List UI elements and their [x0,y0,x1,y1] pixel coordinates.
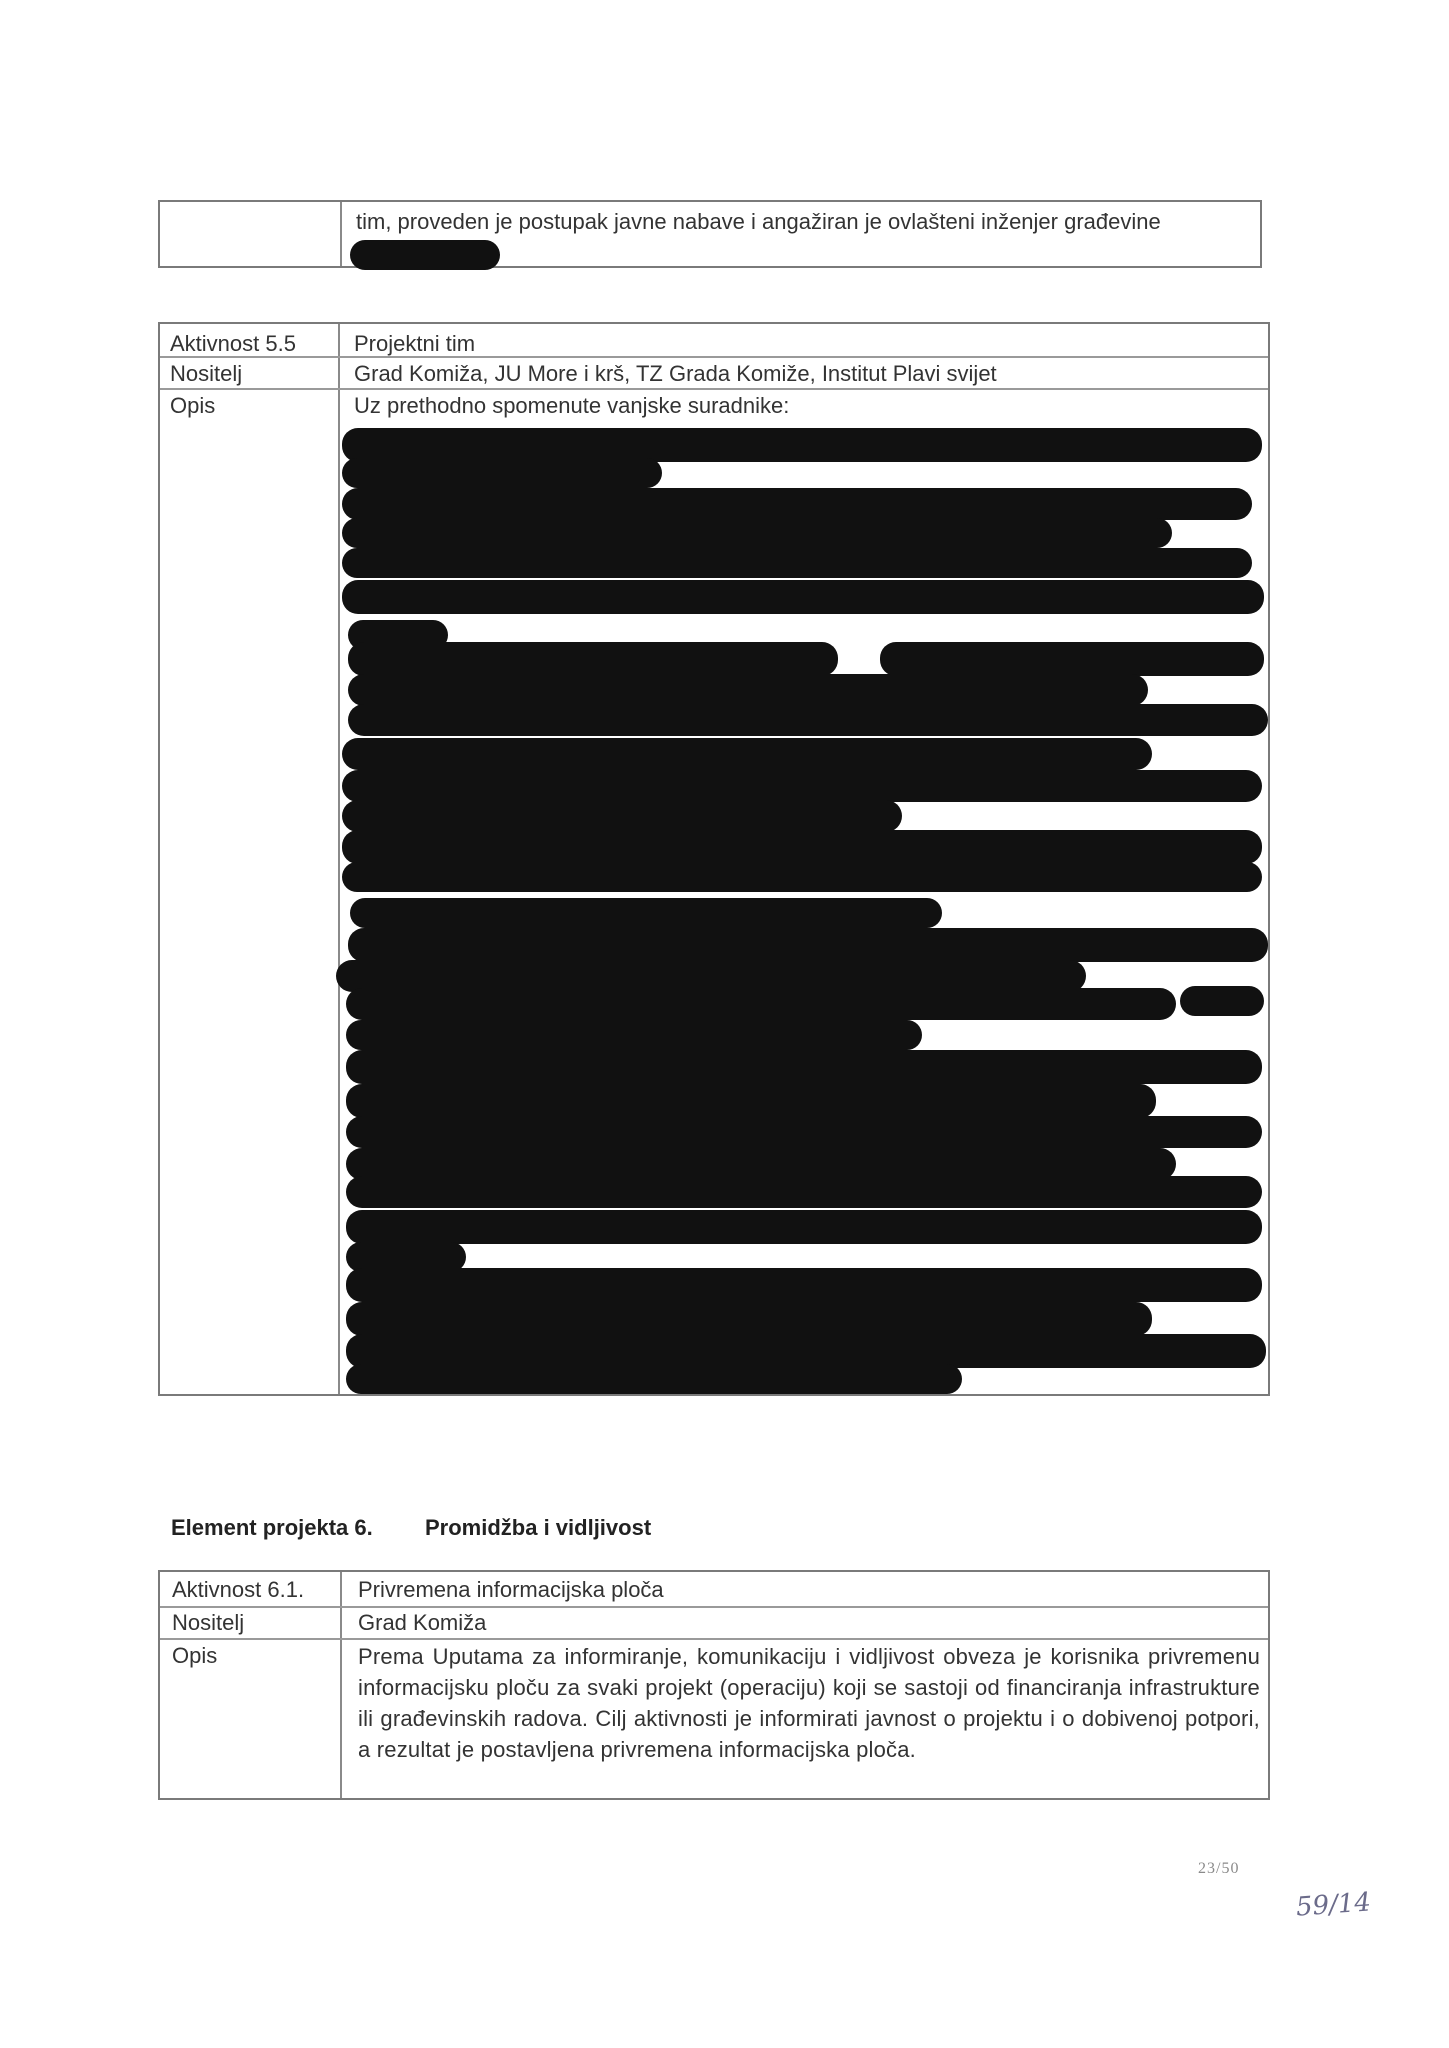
redaction-bar [342,428,1262,462]
redaction-bar [346,1302,1152,1336]
row-divider [160,1606,1268,1608]
redaction-bar [342,738,1152,770]
redaction-bar [346,988,1176,1020]
redaction-bar [346,1364,962,1394]
redaction-bar [346,1050,1262,1084]
redaction-bar [342,862,1262,892]
redaction-bar [346,1268,1262,1302]
redaction-bar [342,548,1252,578]
description-label: Opis [170,393,216,418]
redaction-bar [348,642,838,676]
holder-value: Grad Komiža [358,1610,487,1635]
redaction-bar [342,458,662,488]
redaction-bar [348,928,1268,962]
redaction-bar [342,800,902,832]
redaction-bar [342,518,1172,548]
redaction-bar [346,1084,1156,1118]
redaction-bar [346,1210,1262,1244]
handwritten-mark: 59/14 [1295,1887,1372,1923]
row-divider [160,388,1268,390]
redaction-bar [342,830,1262,864]
redaction-bar [348,674,1148,706]
column-divider [338,324,340,1394]
activity-label: Aktivnost 6.1. [172,1577,305,1602]
description-text: Prema Uputama za informiranje, komunikaciju i vidljivost obveza je korisnika privremenu informacijsku ploču za svaki projekt (operaciju) koji se sastoji od financiranja infrastrukture ili građevinskih radova. Cilj aktivnosti je informirati javnost o projektu i o dobivenoj potpori, a rezultat je postavljena privremena informacijska ploča. [358,1644,1260,1762]
redaction-bar [346,1116,1262,1148]
redaction-bar [342,488,1252,520]
redaction-bar [346,1020,922,1050]
redaction-bar [1180,986,1264,1016]
redaction-bar [342,580,1264,614]
holder-label: Nositelj [170,361,243,386]
activity-label: Aktivnost 5.5 [170,331,296,356]
holder-label: Nositelj [172,1610,245,1635]
activity-6-1-table [158,1570,1270,1800]
row-divider [160,1638,1268,1640]
page-number: 23/50 [1198,1860,1240,1877]
holder-value: Grad Komiža, JU More i krš, TZ Grada Komiže, Institut Plavi svijet [354,361,997,386]
redaction-bar [350,898,942,928]
description-intro: Uz prethodno spomenute vanjske suradnike: [354,393,790,418]
description-label: Opis [172,1643,218,1668]
element-title: Promidžba i vidljivost [425,1515,652,1540]
activity-title: Projektni tim [354,331,476,356]
activity-5-5-table [158,322,1270,1396]
redaction-bar [880,642,1264,676]
redaction-bar [346,1176,1262,1208]
redaction-bar [348,704,1268,736]
element-number: Element projekta 6. [171,1515,373,1540]
activity-title: Privremena informacijska ploča [358,1577,664,1602]
redaction-bar [350,240,500,270]
continuation-text: tim, proveden je postupak javne nabave i angažiran je ovlašteni inženjer građevine [356,209,1161,234]
redaction-bar [346,1334,1266,1368]
column-divider [340,202,342,266]
redaction-bar [342,770,1262,802]
row-divider [160,356,1268,358]
continuation-table [158,200,1262,268]
